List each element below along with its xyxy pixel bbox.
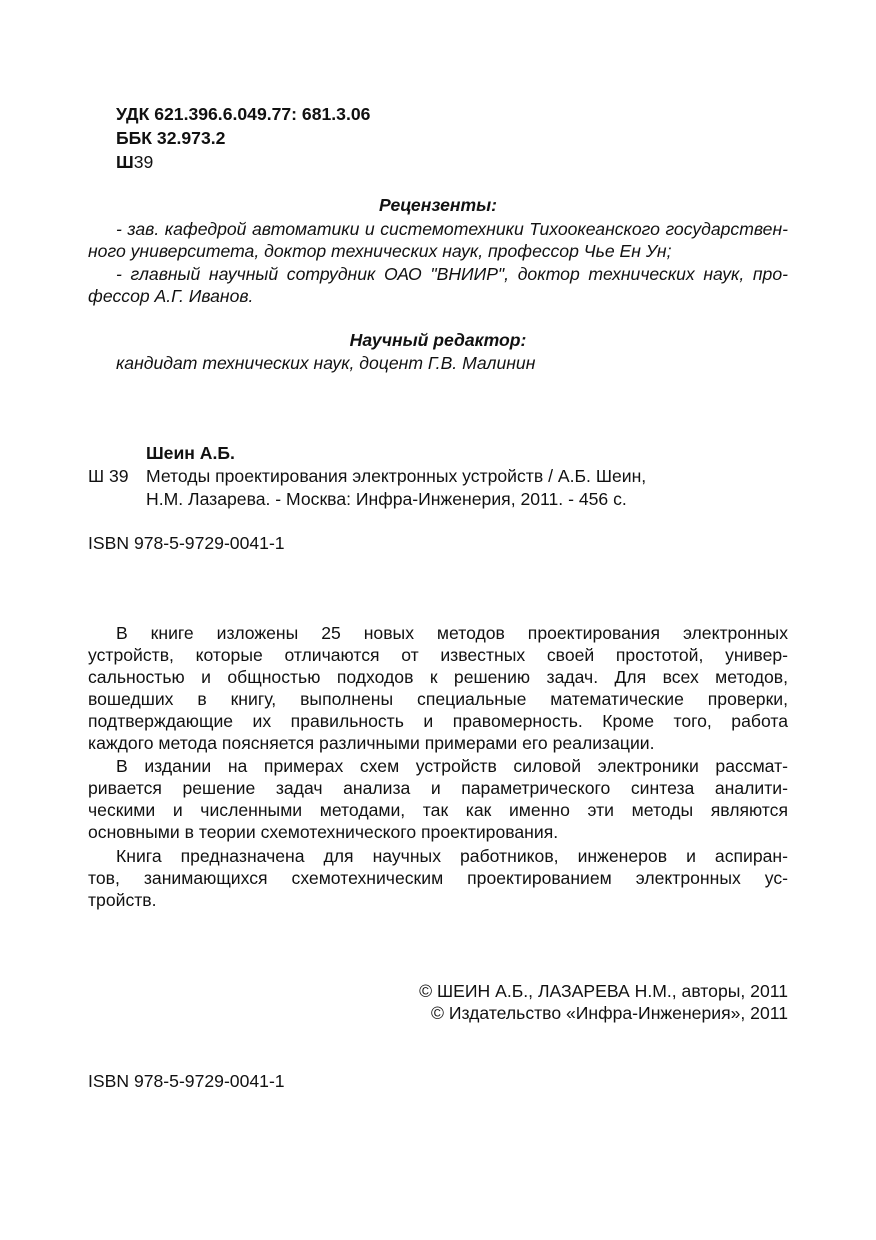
- annotation-line: сальностью и общностью подходов к решению задач. Для всех методов,: [88, 667, 788, 687]
- udk-code: УДК 621.396.6.049.77: 681.3.06: [116, 104, 371, 124]
- copyright-publisher: © Издательство «Инфра-Инженерия», 2011: [430, 1003, 788, 1023]
- bbk-code: ББК 32.973.2: [116, 128, 226, 148]
- annotation-line: В издании на примерах схем устройств силовой электроники рассмат-: [116, 756, 788, 776]
- biblio-title-line: Н.М. Лазарева. - Москва: Инфра-Инженерия, 2011. - 456 с.: [146, 489, 627, 509]
- editor-line: кандидат технических наук, доцент Г.В. Малинин: [116, 353, 536, 373]
- biblio-author: Шеин А.Б.: [146, 443, 235, 463]
- reviewer-line: фессор А.Г. Иванов.: [88, 286, 254, 306]
- annotation-line: устройств, которые отличаются от известных своей простотой, универ-: [88, 645, 788, 665]
- annotation-line: тов, занимающихся схемотехническим проектированием электронных ус-: [88, 868, 788, 888]
- annotation-line: основными в теории схемотехнического проектирования.: [88, 822, 559, 842]
- annotation-line: подтверждающие их правильность и правомерность. Кроме того, работа: [88, 711, 788, 731]
- isbn-top: ISBN 978-5-9729-0041-1: [88, 533, 285, 553]
- copyright-authors: © ШЕИН А.Б., ЛАЗАРЕВА Н.М., авторы, 2011: [419, 981, 788, 1001]
- reviewer-line: - зав. кафедрой автоматики и системотехники Тихоокеанского государствен-: [116, 219, 788, 239]
- biblio-code: Ш 39: [88, 466, 129, 486]
- annotation-line: В книге изложены 25 новых методов проектирования электронных: [116, 623, 788, 643]
- isbn-bottom: ISBN 978-5-9729-0041-1: [88, 1071, 285, 1091]
- annotation-line: ривается решение задач анализа и параметрического синтеза аналити-: [88, 778, 788, 798]
- annotation-line: вошедших в книгу, выполнены специальные математические проверки,: [88, 689, 788, 709]
- annotation-line: Книга предназначена для научных работников, инженеров и аспиран-: [116, 846, 788, 866]
- reviewers-heading: Рецензенты:: [378, 195, 498, 215]
- reviewer-line: - главный научный сотрудник ОАО "ВНИИР", доктор технических наук, про-: [116, 264, 788, 284]
- author-mark-number: 39: [133, 152, 154, 172]
- annotation-line: каждого метода поясняется различными примерами его реализации.: [88, 733, 655, 753]
- author-mark-letter: Ш: [116, 152, 134, 172]
- annotation-line: ческими и численными методами, так как именно эти методы являются: [88, 800, 788, 820]
- annotation-line: тройств.: [88, 890, 157, 910]
- editor-heading: Научный редактор:: [349, 330, 527, 350]
- author-mark: [116, 151, 153, 173]
- biblio-title-line: Методы проектирования электронных устройств / А.Б. Шеин,: [146, 466, 647, 486]
- reviewer-line: ного университета, доктор технических наук, профессор Чье Ен Ун;: [88, 241, 672, 261]
